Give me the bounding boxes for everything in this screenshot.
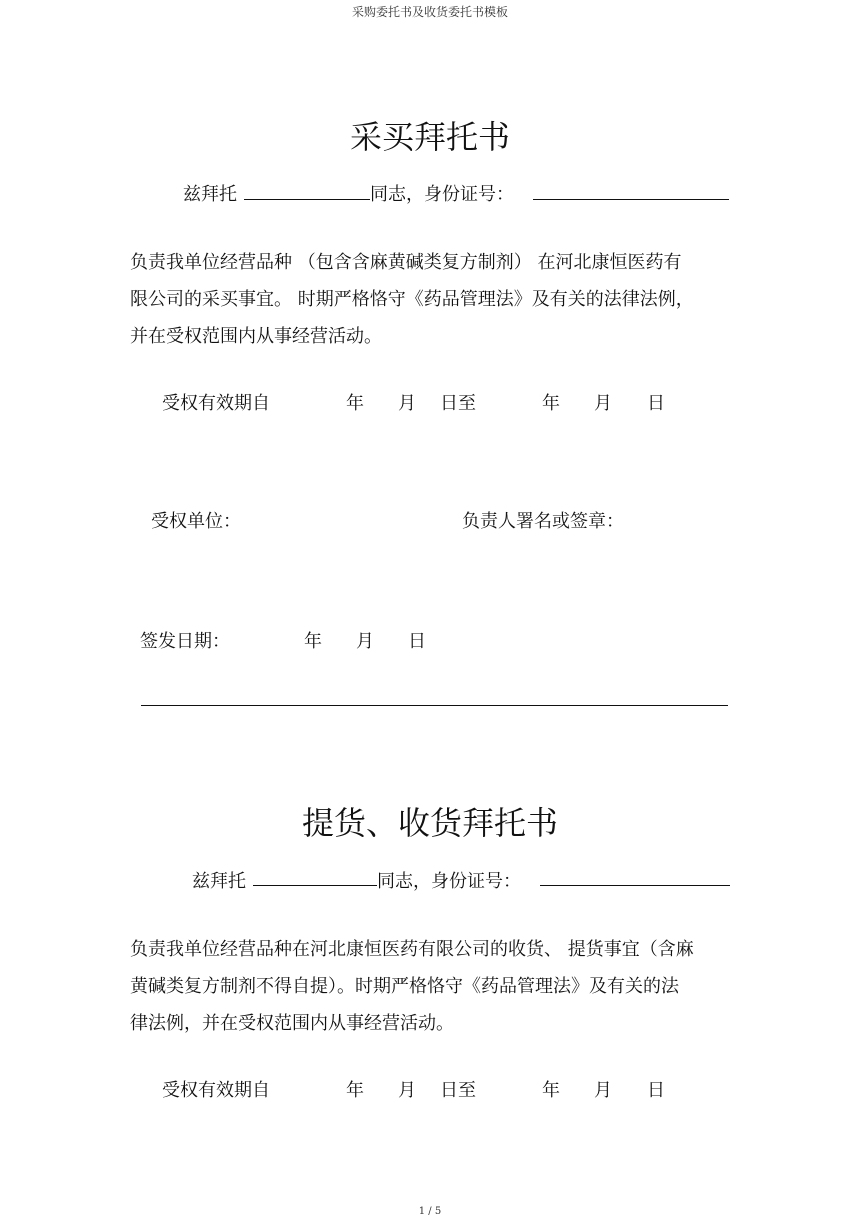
appointee-name-blank: [244, 178, 370, 200]
issue-month: 月: [356, 631, 374, 652]
issue-date-label: 签发日期：: [140, 631, 230, 652]
issue-year: 年: [304, 631, 322, 652]
appoint-prefix: 兹拜托: [192, 871, 246, 892]
id-number-blank: [533, 178, 729, 200]
validity-day-to: 日至: [440, 393, 476, 414]
purchase-scope-paragraph: [130, 244, 730, 355]
validity-day-end: 日: [647, 393, 665, 414]
delivery-scope-paragraph: [130, 931, 730, 1042]
purchase-authorization-title: 采买拜托书: [349, 118, 510, 156]
validity-label: 受权有效期自: [162, 393, 270, 414]
appoint-prefix: 兹拜托: [183, 184, 237, 205]
validity-day-to: 日至: [440, 1080, 476, 1101]
validity-label: 受权有效期自: [162, 1080, 270, 1101]
delivery-authorization-title: 提货、收货拜托书: [301, 804, 558, 842]
paragraph-line: 负责我单位经营品种在河北康恒医药有限公司的收货、 提货事宜（含麻: [130, 939, 694, 960]
issue-day: 日: [408, 631, 426, 652]
validity-year-end: 年: [542, 393, 560, 414]
paragraph-line: 并在受权范围内从事经营活动。: [130, 326, 382, 347]
validity-year-end: 年: [542, 1080, 560, 1101]
signature-label: 负责人署名或签章：: [462, 511, 624, 532]
section-divider: [141, 705, 728, 706]
page-number: 1 / 5: [418, 1206, 442, 1217]
validity-month-start: 月: [398, 393, 416, 414]
appoint-middle: 同志，身份证号：: [370, 184, 514, 205]
validity-year-start: 年: [346, 393, 364, 414]
validity-month-end: 月: [594, 393, 612, 414]
validity-day-end: 日: [647, 1080, 665, 1101]
paragraph-line: 负责我单位经营品种 （包含含麻黄碱类复方制剂） 在河北康恒医药有: [130, 252, 682, 273]
id-number-blank: [540, 864, 730, 886]
paragraph-line: 限公司的采买事宜。 时期严格恪守《药品管理法》及有关的法律法例，: [130, 289, 694, 310]
paragraph-line: 黄碱类复方制剂不得自提）。时期严格恪守《药品管理法》及有关的法: [130, 976, 679, 997]
appointee-name-blank: [253, 864, 377, 886]
validity-month-end: 月: [594, 1080, 612, 1101]
document-header: 采购委托书及收货委托书模板: [351, 5, 508, 19]
authorized-unit-label: 受权单位：: [151, 511, 241, 532]
validity-month-start: 月: [398, 1080, 416, 1101]
appoint-middle: 同志，身份证号：: [377, 871, 521, 892]
validity-year-start: 年: [346, 1080, 364, 1101]
paragraph-line: 律法例，并在受权范围内从事经营活动。: [130, 1013, 454, 1034]
